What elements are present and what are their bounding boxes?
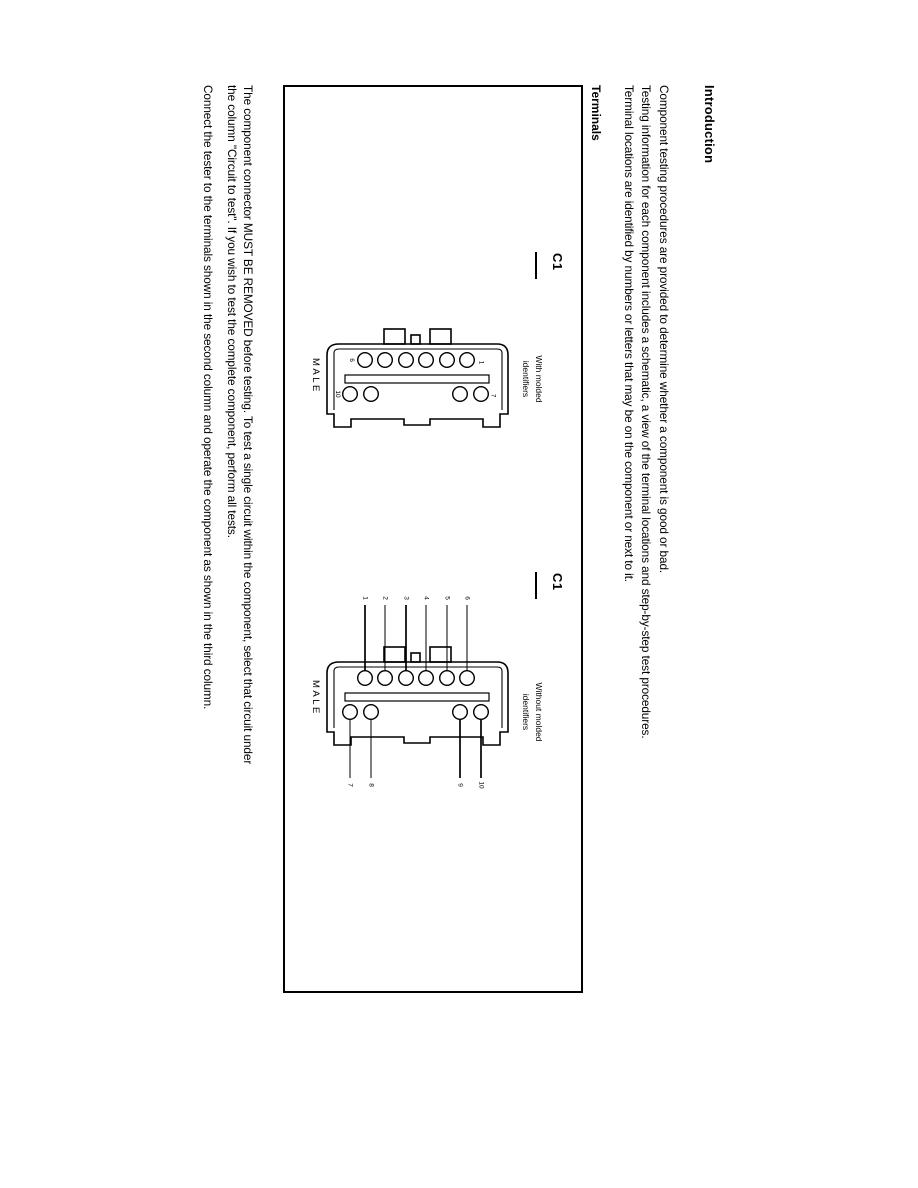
cavity-top-1 (358, 671, 373, 686)
cavity-top-1 (358, 353, 373, 368)
connector1-caption-line2: identifiers (521, 360, 532, 398)
connector1-c1-label: C1 (550, 253, 565, 271)
connector2-male-label: MALE (310, 680, 321, 716)
cavity-top-3 (399, 671, 414, 686)
connector2-face-view (323, 584, 513, 794)
center-rib (345, 375, 489, 383)
connector1-drawing-wrapper (323, 322, 513, 432)
lock-tab-left (384, 329, 405, 344)
lock-tab-right (430, 647, 451, 662)
connector1-c1-underline (535, 252, 537, 279)
cavity-bottom-3 (453, 705, 468, 720)
terminal-number-bottom-3: 9 (456, 783, 464, 787)
intro-heading: Introduction (702, 85, 717, 164)
connector-outer-outline (327, 344, 508, 427)
cavity-top-2 (378, 353, 393, 368)
cavity-top-5 (440, 353, 455, 368)
terminal-number-top-3: 3 (402, 596, 410, 600)
cavity-top-6 (460, 353, 475, 368)
cavity-top-4 (419, 353, 434, 368)
terminals-heading: Terminals (589, 85, 603, 141)
lock-tab-left (384, 647, 405, 662)
terminal-number-bottom-4: 10 (477, 781, 485, 789)
cavity-top-5 (440, 671, 455, 686)
testing-line-1: The component connector MUST BE REMOVED before testing. To test a single circuit within the component, select that circuit under (241, 85, 255, 765)
terminal-number-top-4: 4 (422, 596, 430, 600)
terminal-number-bottom-1: 7 (346, 783, 354, 787)
connector2-drawing-wrapper (323, 584, 513, 794)
connector2-caption (520, 657, 545, 767)
cavity-top-6 (460, 671, 475, 686)
intro-paragraph (619, 85, 672, 739)
connector2-c1-underline (535, 572, 537, 599)
molded-id-top-left: 6 (348, 358, 355, 362)
center-notch (411, 335, 420, 344)
terminal-number-top-2: 2 (381, 596, 389, 600)
terminal-number-top-1: 1 (361, 596, 369, 600)
connector2-caption-line2: identifiers (521, 693, 532, 731)
lock-tab-right (430, 329, 451, 344)
cavity-top-2 (378, 671, 393, 686)
terminals-figure-box (283, 85, 583, 993)
connector1-terminal-cavities (343, 353, 489, 402)
intro-line-2: Testing information for each component includes a schematic, a view of the terminal locations and step-by-step test procedures. (639, 85, 654, 739)
cavity-top-3 (399, 353, 414, 368)
connector2-c1-label: C1 (550, 573, 565, 591)
cavity-bottom-2 (364, 705, 379, 720)
cavity-bottom-1 (343, 705, 358, 720)
molded-id-bottom-left: 10 (334, 390, 341, 398)
testing-line-2: the column "Circuit to test". If you wish to test the complete component, perform all tests. (225, 85, 240, 538)
connector-inner-outline (334, 667, 502, 728)
connect-paragraph: Connect the tester to the terminals shown in the second column and operate the component as shown in the third column. (201, 85, 215, 710)
connector2-bottom-callouts (347, 720, 485, 789)
intro-line-1: Component testing procedures are provided to determine whether a component is good or bad. (657, 85, 671, 574)
cavity-bottom-2 (364, 387, 379, 402)
cavity-bottom-4 (474, 705, 489, 720)
connector1-male-label: MALE (310, 358, 321, 394)
connector1-face-view (323, 322, 513, 432)
connector-inner-outline (334, 349, 502, 410)
terminal-number-bottom-2: 8 (367, 783, 375, 787)
center-notch (411, 653, 420, 662)
cavity-top-4 (419, 671, 434, 686)
center-rib (345, 693, 489, 701)
cavity-bottom-3 (453, 387, 468, 402)
connector2-caption-line1: Without molded (534, 682, 544, 742)
intro-line-3: Terminal locations are identified by numbers or letters that may be on the component or next to it. (621, 85, 636, 582)
molded-id-top-right: 1 (477, 360, 485, 365)
connector2-terminal-cavities (343, 671, 489, 720)
terminal-number-top-6: 6 (463, 596, 471, 600)
connector2-top-callouts (362, 596, 471, 671)
cavity-bottom-4 (474, 387, 489, 402)
cavity-bottom-1 (343, 387, 358, 402)
connector1-shell (327, 329, 508, 427)
molded-id-bottom-right: 7 (489, 393, 497, 398)
connector1-caption (520, 324, 545, 434)
testing-paragraph (224, 85, 255, 764)
terminal-number-top-5: 5 (443, 596, 451, 600)
connector1-caption-line1: With molded (534, 355, 544, 403)
